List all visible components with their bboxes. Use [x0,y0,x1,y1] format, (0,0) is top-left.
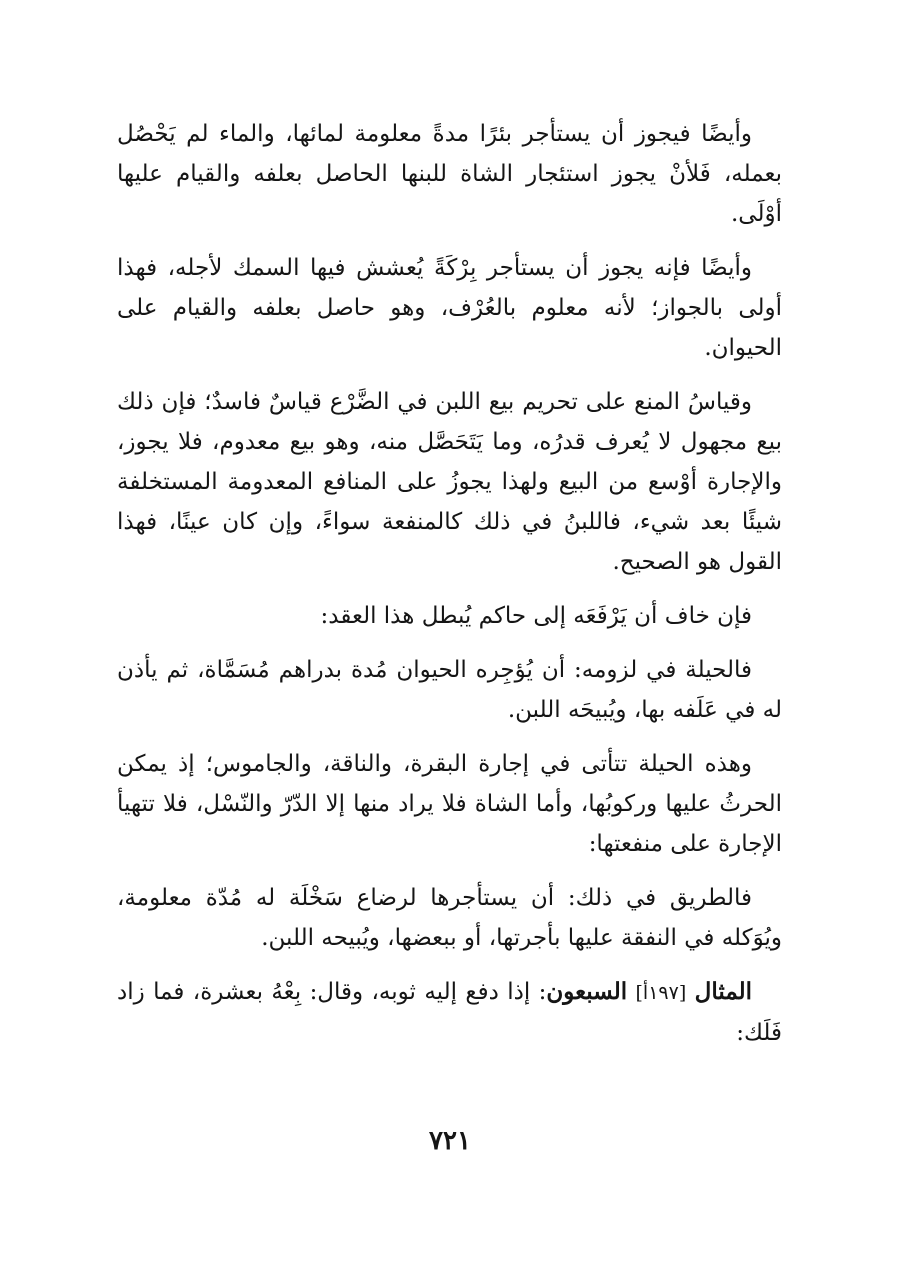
paragraph-7: فالطريق في ذلك: أن يستأجرها لرضاع سَخْلَة له مُدّة معلومة، ويُوَكله في النفقة عليها بأجرتها، أو ببعضها، ويُبيحه اللبن. [117,885,782,951]
manuscript-folio-ref: [١٩٧أ] [635,982,687,1004]
body-text [117,114,782,1053]
paragraph-4: فإن خاف أن يَرْفَعَه إلى حاكم يُبطل هذا العقد: [320,603,752,629]
page-number: ٧٢١ [429,1126,471,1156]
paragraph-1: وأيضًا فيجوز أن يستأجر بئرًا مدةً معلومة لمائها، والماء لم يَحْصُل بعمله، فَلأنْ يجوز استئجار الشاة للبنها الحاصل بعلفه والقيام عليها أوْلَى. [117,121,782,227]
paragraph-3: وقياسُ المنع على تحريم بيع اللبن في الضَّرْع قياسٌ فاسدٌ؛ فإن ذلك بيع مجهول لا يُعرف قدرُه، وما يَتَحَصَّل منه، وهو بيع معدوم، فلا يجوز، والإجارة أوْسع من البيع ولهذا يجوزُ على المنافع المعدومة المستخلفة شيئًا بعد شيء، فاللبنُ في ذلك كالمنفعة سواءً، وإن كان عينًا، فهذا القول هو الصحيح. [117,389,782,575]
example-paragraph [117,972,782,1053]
example-label: المثال [694,978,753,1005]
example-ordinal: السبعون [546,978,628,1005]
paragraph-6: وهذه الحيلة تتأتى في إجارة البقرة، والناقة، والجاموس؛ إذ يمكن الحرثُ عليها وركوبُها، وأما الشاة فلا يراد منها إلا الدّرّ والنّسْل، فلا تتهيأ الإجارة على منفعتها: [117,751,782,857]
paragraph-5: فالحيلة في لزومه: أن يُؤجِره الحيوان مُدة بدراهم مُسَمَّاة، ثم يأذن له في عَلَفه بها، ويُبيحَه اللبن. [117,657,782,723]
example-text: : إذا دفع إليه ثوبه، وقال: بِعْهُ بعشرة، فما زاد فَلَك: [117,979,782,1046]
paragraph-2: وأيضًا فإنه يجوز أن يستأجر بِرْكَةً يُعشش فيها السمك لأجله، فهذا أولى بالجواز؛ لأنه معلوم بالعُرْف، وهو حاصل بعلفه والقيام على الحيوان. [117,255,782,361]
